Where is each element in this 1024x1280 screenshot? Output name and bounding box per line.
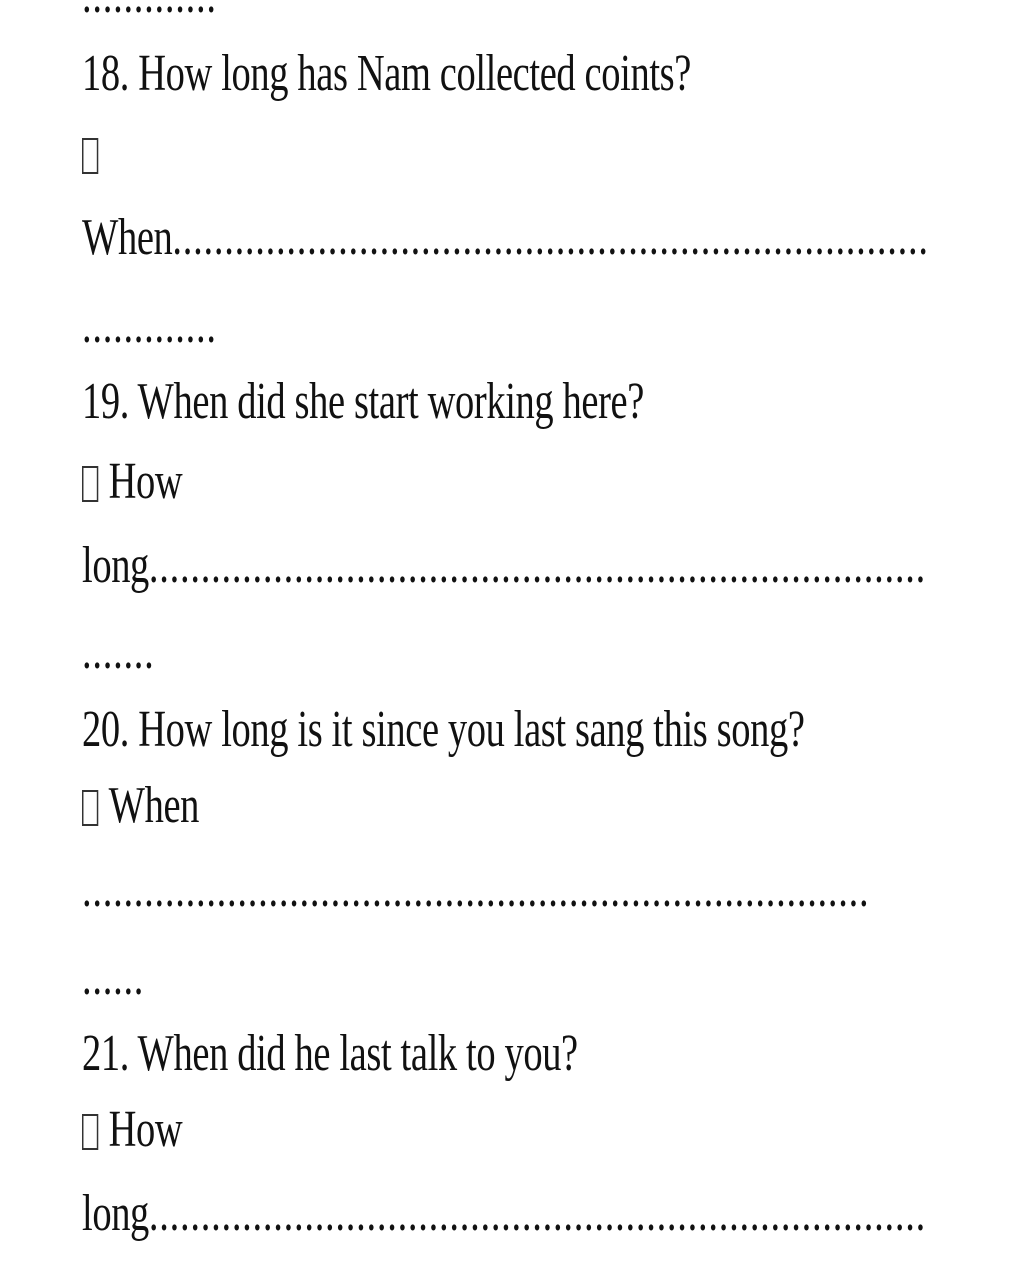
checkbox-square-icon: [82, 790, 98, 826]
answer-prompt-19: [82, 452, 770, 512]
continuation-dots: [82, 0, 770, 26]
answer-prompt-21: [82, 1100, 770, 1160]
answer-line-20[interactable]: ............................................................................: [82, 861, 870, 918]
checkbox-square-icon: [82, 1114, 98, 1150]
answer-prompt-text: When: [108, 777, 200, 834]
question-21: 21. When did he last talk to you?: [82, 1025, 578, 1082]
continuation-dots: ......: [82, 949, 145, 1006]
answer-marker-row-18: [82, 124, 770, 184]
answer-lead: When: [82, 209, 173, 266]
question-18: 18. How long has Nam collected coints?: [82, 45, 691, 102]
continuation-dots: .............: [82, 297, 217, 354]
answer-lead: long: [82, 537, 149, 594]
answer-line-18[interactable]: [82, 208, 1014, 268]
checkbox-square-icon: [82, 466, 98, 502]
answer-prompt-text: How: [108, 1101, 183, 1158]
answer-lead: long: [82, 1185, 149, 1242]
answer-line-21[interactable]: [82, 1184, 1014, 1244]
answer-prompt-text: How: [108, 453, 183, 510]
question-19: 19. When did she start working here?: [82, 373, 644, 430]
answer-dots: ...........................................................................: [148, 1185, 926, 1242]
question-20: 20. How long is it since you last sang this song?: [82, 701, 805, 758]
answer-line-19[interactable]: [82, 536, 1014, 596]
answer-dots: ...........................................................................: [148, 537, 926, 594]
continuation-dots: .......: [82, 623, 155, 680]
checkbox-square-icon: [82, 138, 98, 174]
answer-dots: .........................................................................: [172, 209, 929, 266]
answer-prompt-20: [82, 776, 770, 836]
